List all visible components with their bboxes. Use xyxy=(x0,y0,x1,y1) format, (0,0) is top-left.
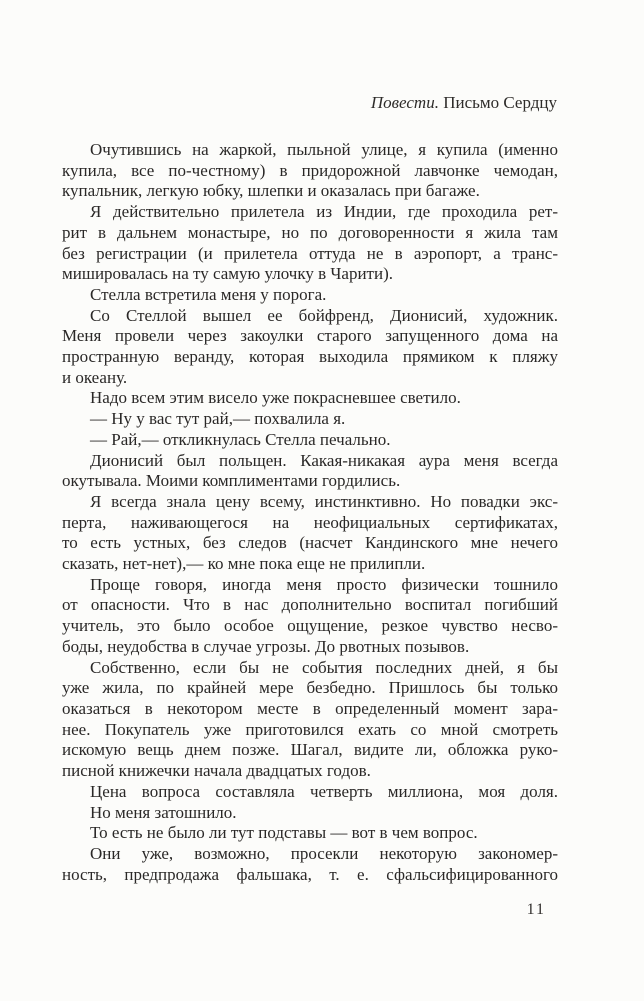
text-line: рит в дальнем монастыре, но по договоренности я жила там xyxy=(62,222,558,242)
text-line: Надо всем этим висело уже покрасневшее светило. xyxy=(90,388,461,408)
text-line: То есть не было ли тут подставы — вот в чем вопрос. xyxy=(90,823,478,843)
text-line: перта, наживающегося на неофициальных сертификатах, xyxy=(62,512,558,532)
running-head-chapter: Письмо Сердцу xyxy=(443,93,557,112)
text-line: Но меня затошнило. xyxy=(90,802,237,822)
text-line: Проще говоря, иногда меня просто физически тошнило xyxy=(90,574,558,594)
paragraph xyxy=(62,202,558,285)
paragraph xyxy=(62,823,558,844)
text-line: то есть устных, без следов (насчет Кандинского мне нечего xyxy=(62,533,558,553)
text-line: сказать, нет-нет),— ко мне пока еще не прилипли. xyxy=(62,554,426,574)
paragraph xyxy=(62,409,558,430)
text-line: мишировалась на ту самую улочку в Чарити). xyxy=(62,264,393,284)
text-line: от опасности. Что в нас дополнительно воспитал погибший xyxy=(62,595,558,615)
text-line: Со Стеллой вышел ее бойфренд, Дионисий, художник. xyxy=(90,305,558,325)
page-text xyxy=(62,140,558,885)
text-line: Стелла встретила меня у порога. xyxy=(90,284,327,304)
paragraph xyxy=(62,140,558,202)
text-line: Цена вопроса составляла четверть миллиона, моя доля. xyxy=(90,781,558,801)
text-line: ность, предпродажа фальшака, т. е. сфальсифицированного xyxy=(62,864,558,884)
text-line: писной книжечки начала двадцатых годов. xyxy=(62,761,371,781)
text-line: Очутившись на жаркой, пыльной улице, я купила (именно xyxy=(90,140,558,159)
text-line: искомую вещь днем позже. Шагал, видите ли, обложка руко- xyxy=(62,740,558,760)
paragraph xyxy=(62,658,558,782)
running-head-section: Повести. xyxy=(370,93,439,112)
paragraph xyxy=(62,575,558,658)
text-line: Я действительно прилетела из Индии, где проходила рет- xyxy=(90,202,558,222)
text-line: Я всегда знала цену всему, инстинктивно. Но повадки экс- xyxy=(90,491,558,511)
paragraph xyxy=(62,782,558,803)
text-line: нее. Покупатель уже приготовился ехать со мной смотреть xyxy=(62,719,558,739)
text-line: Собственно, если бы не события последних дней, я бы xyxy=(90,657,558,677)
paragraph xyxy=(62,388,558,409)
text-line: купальник, легкую юбку, шлепки и оказалась при багаже. xyxy=(62,181,480,201)
paragraph xyxy=(62,803,558,824)
paragraph xyxy=(62,844,558,885)
text-line: без регистрации (и прилетела оттуда не в аэропорт, а транс- xyxy=(62,243,558,263)
text-line: окутывала. Моими комплиментами гордились. xyxy=(62,471,401,491)
text-line: Дионисий был польщен. Какая-никакая аура меня всегда xyxy=(90,450,558,470)
text-line: Меня провели через закоулки старого запущенного дома на xyxy=(62,326,558,346)
paragraph xyxy=(62,430,558,451)
text-line: Они уже, возможно, просекли некоторую закономер- xyxy=(90,843,558,863)
text-line: уже жила, по крайней мере безбедно. Пришлось бы только xyxy=(62,678,558,698)
paragraph xyxy=(62,451,558,492)
running-head xyxy=(371,93,557,113)
text-line: — Рай,— откликнулась Стелла печально. xyxy=(90,429,391,449)
paragraph xyxy=(62,306,558,389)
text-line: учитель, это было особое ощущение, резкое чувство несво- xyxy=(62,616,558,636)
text-line: оказаться в некотором месте в определенный момент зара- xyxy=(62,698,558,718)
text-line: — Ну у вас тут рай,— похвалила я. xyxy=(90,409,346,429)
paragraph xyxy=(62,285,558,306)
text-line: пространную веранду, которая выходила прямиком к пляжу xyxy=(62,347,558,367)
paragraph xyxy=(62,492,558,575)
text-line: и океану. xyxy=(62,367,128,387)
text-line: купила, все по-честному) в придорожной лавчонке чемодан, xyxy=(62,160,558,180)
page-number: 11 xyxy=(526,901,546,918)
text-line: боды, неудобства в случае угрозы. До рвотных позывов. xyxy=(62,636,470,656)
